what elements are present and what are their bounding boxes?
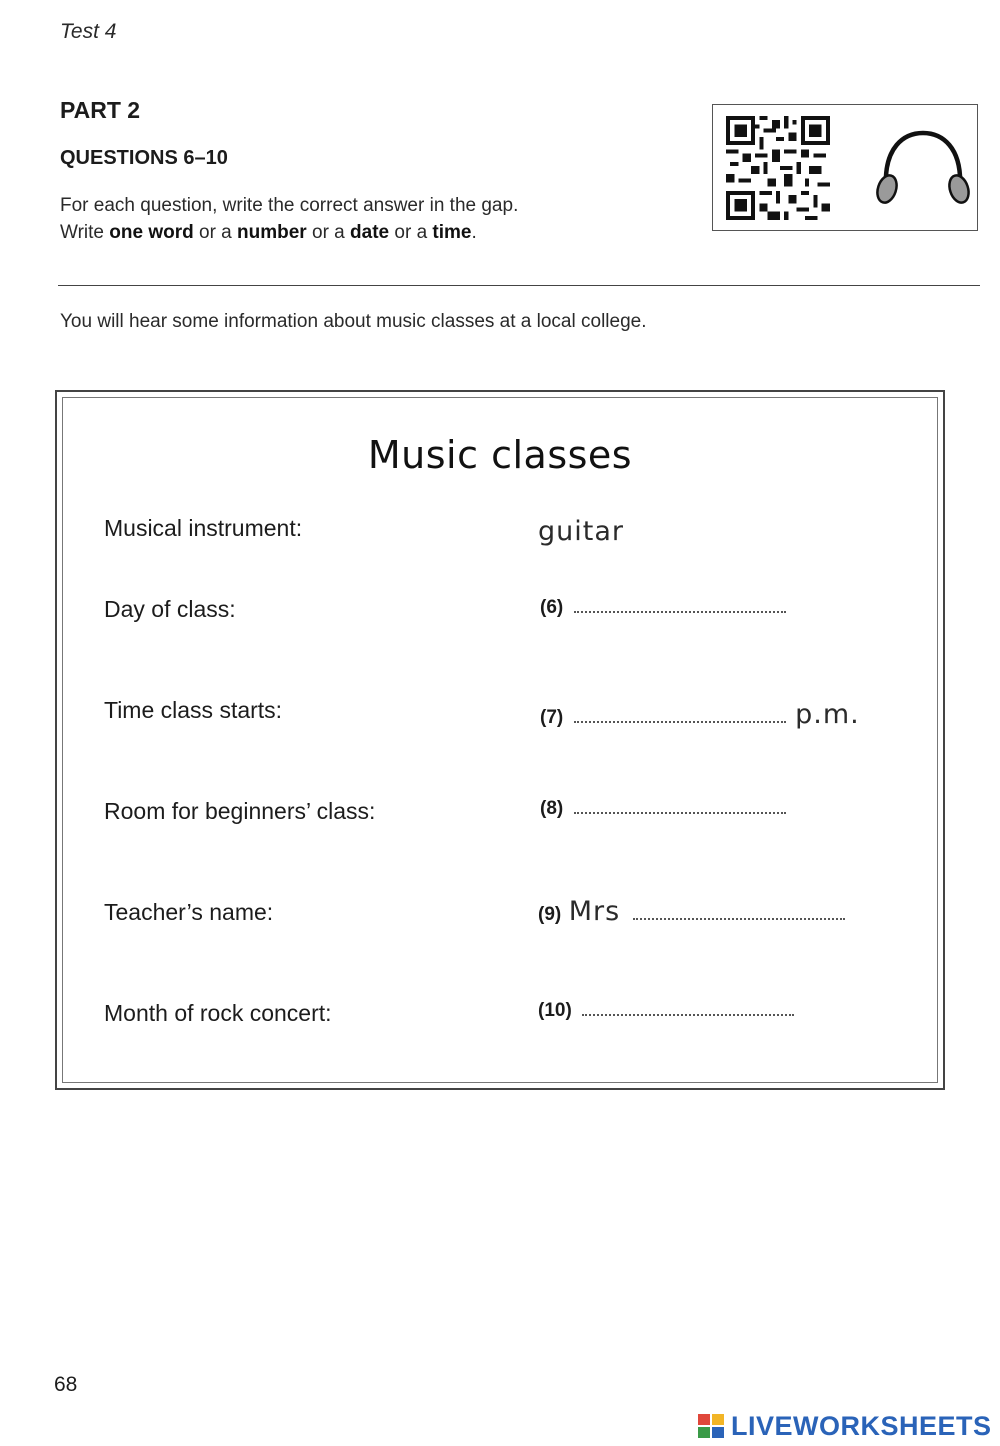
row-label-month: Month of rock concert: <box>104 1000 332 1026</box>
intro-text: You will hear some information about music classes at a local college. <box>60 311 647 332</box>
notes-card <box>55 390 945 1090</box>
notes-card-inner-border <box>62 397 938 1083</box>
row-label-teacher: Teacher’s name: <box>104 899 274 925</box>
page-number: 68 <box>54 1373 78 1396</box>
time-suffix: p.m. <box>795 699 860 730</box>
question-number-10: (10) <box>538 1000 572 1021</box>
instructions <box>60 192 518 246</box>
teacher-prefix: Mrs <box>568 896 621 927</box>
answer-gap-6[interactable] <box>574 611 786 613</box>
answer-gap-10[interactable] <box>582 1014 794 1016</box>
answer-instrument: guitar <box>538 516 624 547</box>
question-number-7: (7) <box>540 707 564 728</box>
card-title: Music classes <box>367 433 633 477</box>
qr-code-icon[interactable] <box>726 116 830 220</box>
gap-9 <box>538 896 845 927</box>
answer-gap-7[interactable] <box>574 721 786 723</box>
gap-10 <box>538 1000 794 1022</box>
headphones-icon[interactable] <box>874 127 972 213</box>
audio-box <box>712 104 978 231</box>
gap-8 <box>540 798 786 820</box>
part-title: PART 2 <box>60 97 141 123</box>
instructions-line-1: For each question, write the correct answer in the gap. <box>60 195 519 216</box>
question-number-6: (6) <box>540 597 564 618</box>
row-label-room: Room for beginners’ class: <box>104 798 376 824</box>
row-label-instrument: Musical instrument: <box>104 515 303 541</box>
row-label-day: Day of class: <box>104 596 236 622</box>
questions-range: QUESTIONS 6–10 <box>60 147 228 169</box>
divider <box>58 285 980 286</box>
question-number-9: (9) <box>538 904 562 925</box>
instructions-line-2: Write one word or a number or a date or a time. <box>60 222 477 243</box>
watermark <box>697 1410 992 1442</box>
gap-6 <box>540 597 786 619</box>
test-label: Test 4 <box>60 20 117 43</box>
liveworksheets-logo-icon <box>697 1413 727 1439</box>
row-label-time: Time class starts: <box>104 697 283 723</box>
watermark-text: LIVEWORKSHEETS <box>731 1410 992 1441</box>
question-number-8: (8) <box>540 798 564 819</box>
answer-gap-9[interactable] <box>633 918 845 920</box>
gap-7 <box>540 699 860 730</box>
answer-gap-8[interactable] <box>574 812 786 814</box>
